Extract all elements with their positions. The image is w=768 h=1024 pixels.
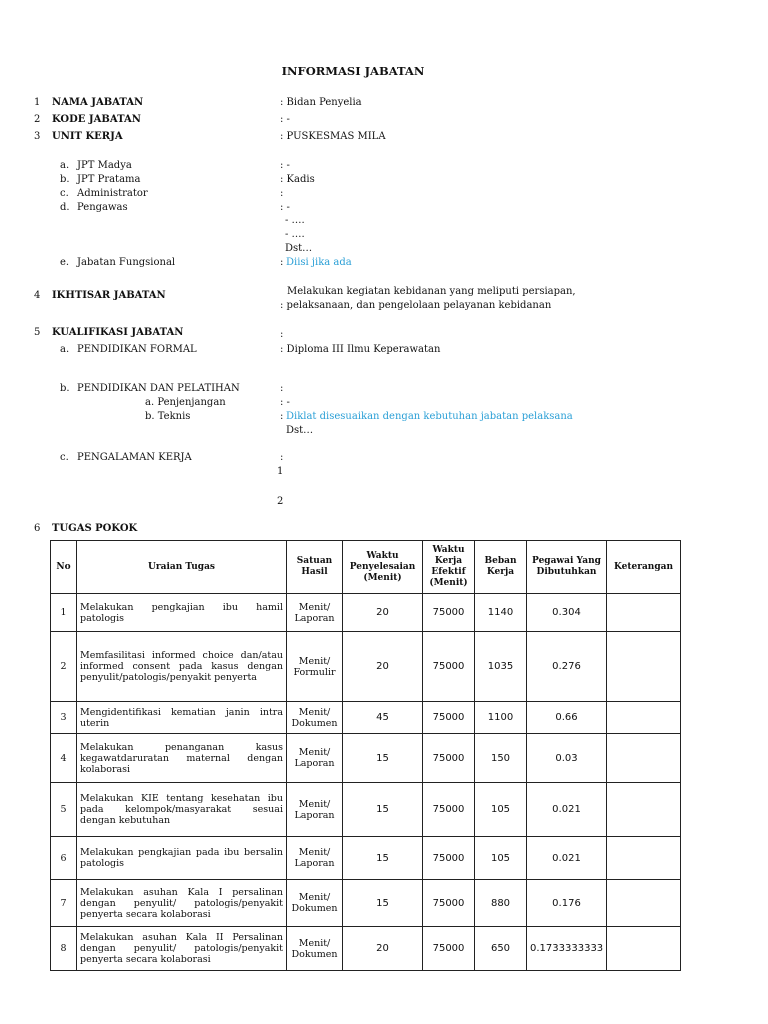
cell-satuan: Menit/ Laporan bbox=[287, 594, 343, 632]
page-title: INFORMASI JABATAN bbox=[281, 64, 425, 78]
cell-pegawai: 0.1733333333 bbox=[527, 927, 607, 971]
cell-beban: 1100 bbox=[475, 702, 527, 734]
item-label: PENDIDIKAN FORMAL bbox=[77, 344, 197, 355]
item-letter: a. bbox=[60, 160, 70, 171]
field-number: 5 bbox=[34, 327, 41, 338]
item-label: PENGALAMAN KERJA bbox=[77, 452, 192, 463]
field-label: NAMA JABATAN bbox=[52, 97, 144, 108]
sub-item-label: b. Teknis bbox=[145, 411, 191, 422]
field-number: 2 bbox=[34, 114, 41, 125]
field-label: IKHTISAR JABATAN bbox=[52, 290, 166, 301]
item-letter: c. bbox=[60, 452, 69, 463]
cell-beban: 105 bbox=[475, 783, 527, 837]
field-number: 3 bbox=[34, 131, 41, 142]
cell-efektif: 75000 bbox=[423, 880, 475, 927]
cell-satuan: Menit/ Dokumen bbox=[287, 880, 343, 927]
cell-efektif: 75000 bbox=[423, 783, 475, 837]
field-label: KUALIFIKASI JABATAN bbox=[52, 327, 184, 338]
cell-satuan: Menit/ Laporan bbox=[287, 783, 343, 837]
cell-pegawai: 0.021 bbox=[527, 837, 607, 880]
field-label: TUGAS POKOK bbox=[52, 523, 138, 534]
cell-uraian: Mengidentifikasi kematian janin intra uterin bbox=[77, 702, 287, 734]
cell-no: 4 bbox=[51, 734, 77, 783]
item-value: : bbox=[280, 188, 284, 199]
column-header: Waktu Penyelesaian (Menit) bbox=[343, 541, 423, 594]
cell-uraian: Melakukan pengkajian pada ibu bersalin patologis bbox=[77, 837, 287, 880]
cell-efektif: 75000 bbox=[423, 702, 475, 734]
cell-beban: 1035 bbox=[475, 632, 527, 702]
cell-no: 6 bbox=[51, 837, 77, 880]
cell-waktu: 15 bbox=[343, 837, 423, 880]
cell-waktu: 15 bbox=[343, 880, 423, 927]
cell-waktu: 20 bbox=[343, 632, 423, 702]
cell-keterangan bbox=[607, 734, 681, 783]
field-value: : bbox=[280, 329, 284, 340]
cell-keterangan bbox=[607, 837, 681, 880]
sub-item-label: a. Penjenjangan bbox=[145, 397, 226, 408]
sub-item-dst: Dst… bbox=[286, 425, 314, 436]
cell-no: 3 bbox=[51, 702, 77, 734]
cell-pegawai: 0.021 bbox=[527, 783, 607, 837]
table-row bbox=[51, 783, 681, 837]
item-label: Administrator bbox=[77, 188, 148, 199]
cell-waktu: 15 bbox=[343, 783, 423, 837]
item-letter: b. bbox=[60, 174, 70, 185]
field-number: 4 bbox=[34, 290, 41, 301]
item-value: Diisi jika ada bbox=[286, 257, 352, 268]
cell-satuan: Menit/ Laporan bbox=[287, 734, 343, 783]
cell-uraian: Melakukan penanganan kasus kegawatdaruratan maternal dengan kolaborasi bbox=[77, 734, 287, 783]
cell-pegawai: 0.66 bbox=[527, 702, 607, 734]
cell-efektif: 75000 bbox=[423, 927, 475, 971]
sub-item-value: Diklat disesuaikan dengan kebutuhan jabatan pelaksana bbox=[286, 411, 573, 422]
ikhtisar-text: : pelaksanaan, dan pengelolaan pelayanan kebidanan bbox=[280, 300, 552, 311]
ikhtisar-text: Melakukan kegiatan kebidanan yang meliputi persiapan, bbox=[287, 286, 576, 297]
cell-satuan: Menit/ Dokumen bbox=[287, 927, 343, 971]
item-value: : Kadis bbox=[280, 174, 315, 185]
column-header: Pegawai Yang Dibutuhkan bbox=[527, 541, 607, 594]
item-value: : bbox=[280, 452, 284, 463]
cell-uraian: Melakukan pengkajian ibu hamil patologis bbox=[77, 594, 287, 632]
column-header: Beban Kerja bbox=[475, 541, 527, 594]
cell-waktu: 20 bbox=[343, 927, 423, 971]
item-label: PENDIDIKAN DAN PELATIHAN bbox=[77, 383, 240, 394]
cell-no: 7 bbox=[51, 880, 77, 927]
experience-item: 2 bbox=[277, 496, 284, 507]
cell-pegawai: 0.03 bbox=[527, 734, 607, 783]
cell-waktu: 15 bbox=[343, 734, 423, 783]
table-row bbox=[51, 927, 681, 971]
item-label: JPT Pratama bbox=[77, 174, 141, 185]
cell-beban: 150 bbox=[475, 734, 527, 783]
item-value: : - bbox=[280, 160, 290, 171]
cell-keterangan bbox=[607, 632, 681, 702]
table-row bbox=[51, 734, 681, 783]
cell-beban: 105 bbox=[475, 837, 527, 880]
table-row bbox=[51, 880, 681, 927]
cell-beban: 880 bbox=[475, 880, 527, 927]
cell-efektif: 75000 bbox=[423, 632, 475, 702]
cell-efektif: 75000 bbox=[423, 594, 475, 632]
sub-item-value: : - bbox=[280, 397, 290, 408]
cell-uraian: Melakukan asuhan Kala I persalinan dengan penyulit/ patologis/penyakit penyerta secara kolaborasi bbox=[77, 880, 287, 927]
cell-pegawai: 0.276 bbox=[527, 632, 607, 702]
item-label: JPT Madya bbox=[77, 160, 132, 171]
field-value: : Bidan Penyelia bbox=[280, 97, 362, 108]
table-row bbox=[51, 702, 681, 734]
item-colon: : bbox=[280, 257, 284, 268]
field-number: 6 bbox=[34, 523, 41, 534]
field-value: : - bbox=[280, 114, 290, 125]
cell-pegawai: 0.304 bbox=[527, 594, 607, 632]
pengawas-extra: Dst… bbox=[285, 243, 313, 254]
cell-efektif: 75000 bbox=[423, 837, 475, 880]
item-letter: b. bbox=[60, 383, 70, 394]
item-label: Pengawas bbox=[77, 202, 128, 213]
column-header: Waktu Kerja Efektif (Menit) bbox=[423, 541, 475, 594]
field-number: 1 bbox=[34, 97, 41, 108]
item-letter: a. bbox=[60, 344, 70, 355]
cell-uraian: Melakukan KIE tentang kesehatan ibu pada kelompok/masyarakat sesuai dengan kebutuhan bbox=[77, 783, 287, 837]
column-header: Keterangan bbox=[607, 541, 681, 594]
field-label: UNIT KERJA bbox=[52, 131, 123, 142]
table-row bbox=[51, 594, 681, 632]
cell-satuan: Menit/ Dokumen bbox=[287, 702, 343, 734]
sub-item-colon: : bbox=[280, 411, 284, 422]
column-header: Satuan Hasil bbox=[287, 541, 343, 594]
cell-keterangan bbox=[607, 702, 681, 734]
experience-item: 1 bbox=[277, 466, 284, 477]
cell-waktu: 45 bbox=[343, 702, 423, 734]
item-value: : - bbox=[280, 202, 290, 213]
table-header-row bbox=[51, 541, 681, 594]
item-value: : Diploma III Ilmu Keperawatan bbox=[280, 344, 441, 355]
field-value: : PUSKESMAS MILA bbox=[280, 131, 386, 142]
column-header: Uraian Tugas bbox=[77, 541, 287, 594]
cell-satuan: Menit/ Laporan bbox=[287, 837, 343, 880]
cell-no: 1 bbox=[51, 594, 77, 632]
item-value: : bbox=[280, 383, 284, 394]
cell-uraian: Memfasilitasi informed choice dan/atau informed consent pada kasus dengan penyulit/patologis/penyakit penyerta bbox=[77, 632, 287, 702]
cell-no: 2 bbox=[51, 632, 77, 702]
cell-keterangan bbox=[607, 880, 681, 927]
tugas-pokok-table bbox=[50, 540, 681, 971]
cell-beban: 1140 bbox=[475, 594, 527, 632]
cell-keterangan bbox=[607, 594, 681, 632]
cell-no: 5 bbox=[51, 783, 77, 837]
cell-keterangan bbox=[607, 927, 681, 971]
item-letter: c. bbox=[60, 188, 69, 199]
cell-efektif: 75000 bbox=[423, 734, 475, 783]
cell-keterangan bbox=[607, 783, 681, 837]
cell-pegawai: 0.176 bbox=[527, 880, 607, 927]
table-row bbox=[51, 837, 681, 880]
pengawas-extra: - …. bbox=[285, 215, 305, 226]
cell-uraian: Melakukan asuhan Kala II Persalinan dengan penyulit/ patologis/penyakit penyerta secara kolaborasi bbox=[77, 927, 287, 971]
item-label: Jabatan Fungsional bbox=[77, 257, 176, 268]
item-letter: d. bbox=[60, 202, 70, 213]
cell-no: 8 bbox=[51, 927, 77, 971]
column-header: No bbox=[51, 541, 77, 594]
cell-beban: 650 bbox=[475, 927, 527, 971]
field-label: KODE JABATAN bbox=[52, 114, 141, 125]
cell-satuan: Menit/ Formulir bbox=[287, 632, 343, 702]
cell-waktu: 20 bbox=[343, 594, 423, 632]
table-row bbox=[51, 632, 681, 702]
pengawas-extra: - …. bbox=[285, 229, 305, 240]
item-letter: e. bbox=[60, 257, 70, 268]
